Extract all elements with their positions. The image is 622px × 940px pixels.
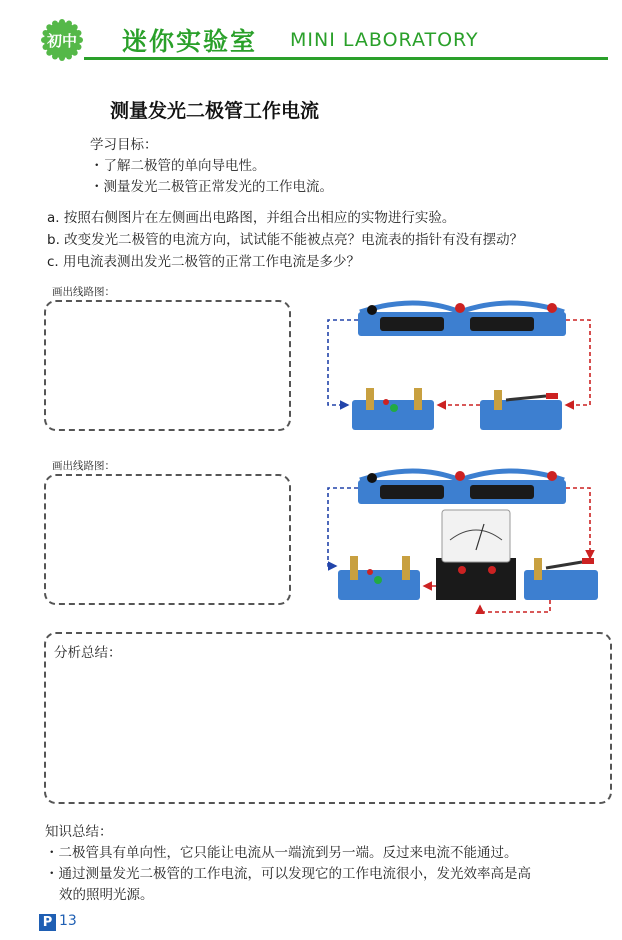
circuit-illustration-2	[320, 458, 602, 618]
battery-holder	[358, 303, 566, 336]
knowledge-item: ・二极管具有单向性，它只能让电流从一端流到另一端。反过来电流不能通过。	[45, 845, 518, 861]
summary-area[interactable]	[44, 632, 612, 804]
draw-area-1[interactable]	[44, 300, 291, 431]
draw-area-2[interactable]	[44, 474, 291, 605]
circuit-illustration-1	[320, 290, 602, 440]
knowledge-item: ・通过测量发光二极管的工作电流，可以发现它的工作电流很小，发光效率高是高	[45, 866, 531, 882]
header-rule	[84, 57, 608, 60]
header-subtitle: MINI LABORATORY	[290, 29, 479, 51]
wire-switch-ammeter	[480, 600, 550, 612]
summary-title: 分析总结：	[54, 645, 122, 661]
badge-text: 初中	[46, 32, 78, 50]
wire-positive	[566, 488, 590, 558]
goal-item: ・了解二极管的单向导电性。	[90, 158, 266, 174]
led-board	[338, 556, 420, 600]
draw-label: 画出线路图：	[52, 286, 115, 298]
battery-holder	[358, 471, 566, 504]
goal-item: ・测量发光二极管正常发光的工作电流。	[90, 179, 333, 195]
page-number: 13	[59, 913, 77, 929]
led-board	[352, 388, 434, 430]
switch-board	[524, 558, 598, 600]
wire-negative	[328, 320, 358, 405]
switch-board	[480, 390, 562, 430]
task-a: a. 按照右侧图片在左侧画出电路图，并组合出相应的实物进行实验。	[47, 210, 456, 226]
knowledge-item: 效的照明光源。	[59, 887, 154, 903]
wire-positive	[566, 320, 590, 405]
task-c: c. 用电流表测出发光二极管的正常工作电流是多少？	[47, 254, 361, 270]
task-b: b. 改变发光二极管的电流方向，试试能不能被点亮？电流表的指针有没有摆动？	[47, 232, 524, 248]
draw-label: 画出线路图：	[52, 460, 115, 472]
goals-title: 学习目标：	[90, 137, 158, 153]
header-title: 迷你实验室	[122, 27, 258, 56]
page-title: 测量发光二极管工作电流	[110, 100, 320, 122]
badge-icon	[40, 18, 84, 62]
ammeter	[436, 510, 516, 600]
knowledge-title: 知识总结：	[45, 824, 113, 840]
wire-negative	[328, 488, 358, 566]
page-letter: P	[39, 914, 56, 931]
